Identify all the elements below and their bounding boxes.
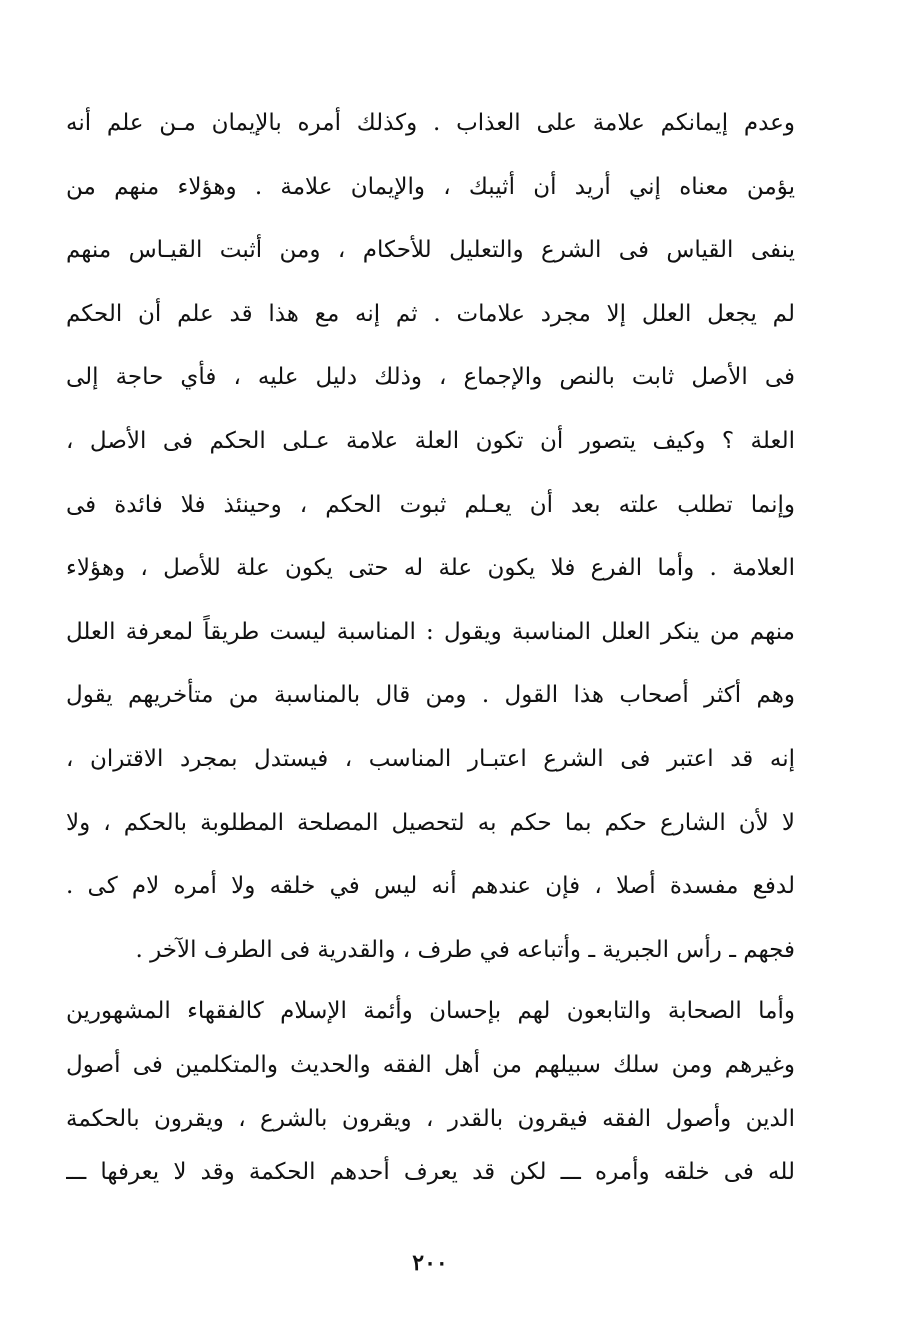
text-line: لله فى خلقه وأمره ـــ لكن قد يعرف أحدهم الحكمة وقد لا يعرفها ـــ — [66, 1159, 795, 1186]
text-line: الدين وأصول الفقه فيقرون بالقدر ، ويقرون بالشرع ، ويقرون بالحكمة — [66, 1105, 795, 1132]
text-line: لا لأن الشارع حكم بما حكم به لتحصيل المصلحة المطلوبة بالحكم ، ولا — [66, 809, 795, 836]
text-line: ينفى القياس فى الشرع والتعليل للأحكام ، ومن أثبت القيـاس منهم — [66, 237, 795, 264]
text-line: العلة ؟ وكيف يتصور أن تكون العلة علامة عـلى الحكم فى الأصل ، — [66, 427, 795, 454]
text-line: وغيرهم ومن سلك سبيلهم من أهل الفقه والحديث والمتكلمين فى أصول — [66, 1051, 795, 1078]
text-line: لم يجعل العلل إلا مجرد علامات . ثم إنه مع هذا قد علم أن الحكم — [66, 300, 795, 327]
text-line: وأما الصحابة والتابعون لهم بإحسان وأئمة الإسلام كالفقهاء المشهورين — [66, 998, 795, 1024]
text-line: يؤمن معناه إني أريد أن أثيبك ، والإيمان علامة . وهؤلاء منهم من — [66, 173, 795, 200]
text-line: وهم أكثر أصحاب هذا القول . ومن قال بالمناسبة من متأخريهم يقول — [66, 682, 795, 709]
text-line: فجهم ـ رأس الجبرية ـ وأتباعه في طرف ، والقدرية فى الطرف الآخر . — [135, 936, 795, 963]
paragraph-1 — [66, 92, 795, 982]
text-line: لدفع مفسدة أصلا ، فإن عندهم أنه ليس في خلقه ولا أمره لام كى . — [66, 873, 795, 900]
text-line: وإنما تطلب علته بعد أن يعـلم ثبوت الحكم ، وحينئذ فلا فائدة فى — [66, 491, 795, 518]
text-line: وعدم إيمانكم علامة على العذاب . وكذلك أمره بالإيمان مـن علم أنه — [66, 110, 795, 136]
text-line: منهم من ينكر العلل المناسبة ويقول : المناسبة ليست طريقاً لمعرفة العلل — [66, 618, 795, 645]
page-number: ٢٠٠ — [412, 1250, 448, 1276]
text-line: العلامة . وأما الفرع فلا يكون علة له حتى يكون علة للأصل ، وهؤلاء — [66, 555, 795, 582]
text-line: إنه قد اعتبر فى الشرع اعتبـار المناسب ، فيستدل بمجرد الاقتران ، — [66, 745, 795, 772]
text-line: فى الأصل ثابت بالنص والإجماع ، وذلك دليل عليه ، فأي حاجة إلى — [66, 364, 795, 391]
paragraph-2 — [66, 985, 795, 1200]
